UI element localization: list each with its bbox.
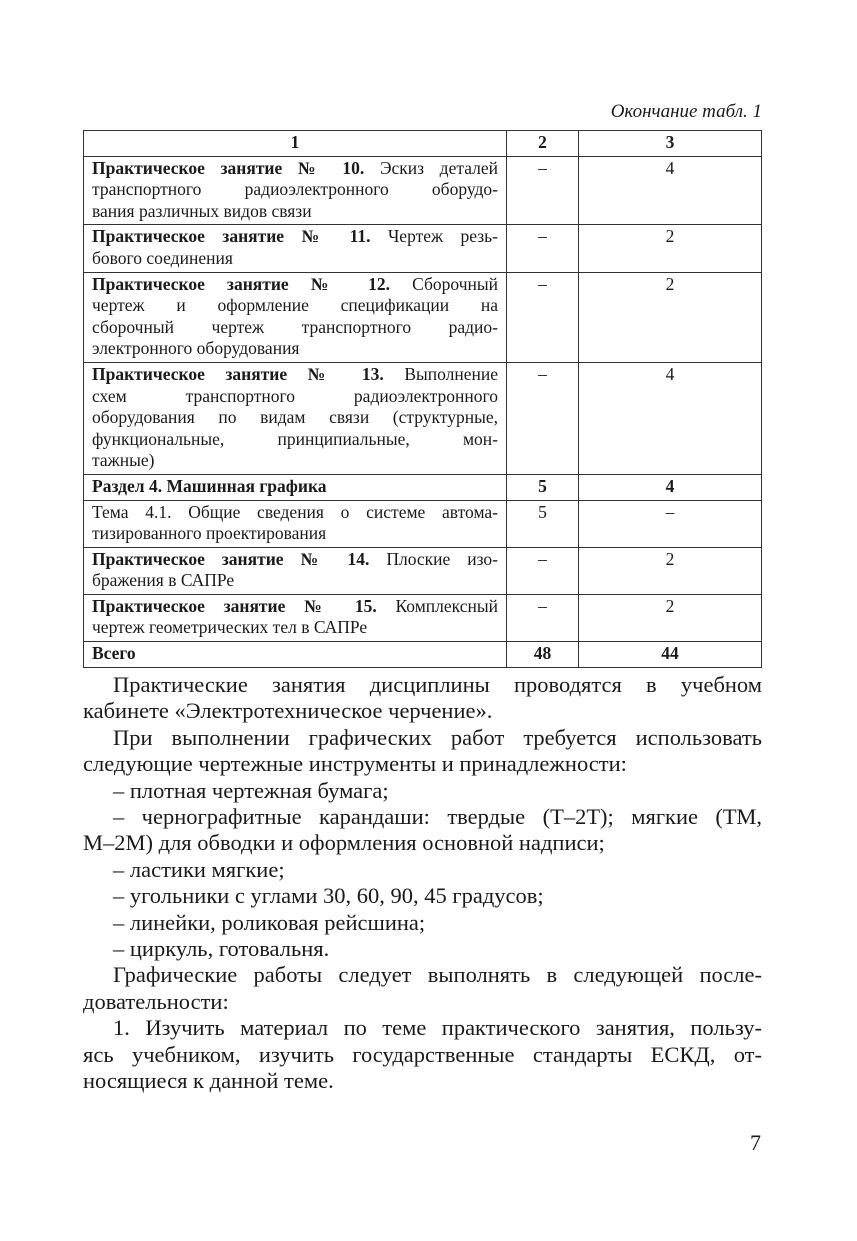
text-line: – плотная чертежная бумага; (113, 777, 389, 803)
cell-line (92, 274, 498, 296)
table-row (84, 642, 762, 668)
topic-cell (84, 362, 507, 474)
cell-line (92, 364, 498, 386)
topic-cell (84, 594, 507, 641)
hours-practical-cell: 4 (579, 474, 762, 500)
text-line: – угольники с углами 30, 60, 90, 45 градусов; (113, 883, 544, 909)
paragraph (83, 910, 762, 936)
cell-line (92, 596, 498, 618)
hours-practical-cell: 4 (579, 362, 762, 474)
hours-theory-cell: 5 (507, 474, 579, 500)
topic-title: Практическое занятие № 13. (92, 363, 384, 384)
cell-line (92, 476, 498, 498)
hours-theory-cell: – (507, 362, 579, 474)
text-line: – линейки, роликовая рейсшина; (113, 909, 426, 935)
paragraph (83, 1015, 762, 1094)
topic-text: Выполнение (383, 363, 498, 384)
cell-line (92, 338, 498, 360)
hours-theory-cell: – (507, 594, 579, 641)
text-line: ясь учебником, изучить государственные стандарты ЕСКД, от- (83, 1041, 762, 1067)
topic-text: Чертеж резь- (370, 226, 498, 247)
header-col-1: 1 (84, 131, 507, 157)
hours-theory-cell: – (507, 272, 579, 362)
paragraph (83, 778, 762, 804)
text-line: кабинете «Электротехническое черчение». (83, 698, 493, 724)
topic-text: схем транспортного радиоэлектронного (92, 385, 498, 406)
topic-text: Сборочный (390, 273, 498, 294)
topic-text: Плоские изо- (369, 548, 498, 569)
topic-cell (84, 272, 507, 362)
topic-cell (84, 547, 507, 594)
hours-practical-cell: 4 (579, 156, 762, 225)
cell-line (92, 617, 498, 639)
cell-line (92, 226, 498, 248)
text-line: 1. Изучить материал по теме практического занятия, пользу- (113, 1015, 762, 1041)
header-col-3: 3 (579, 131, 762, 157)
topic-text: чертеж и оформление спецификации на (92, 295, 498, 316)
hours-theory-cell: 5 (507, 500, 579, 547)
cell-line (92, 158, 498, 180)
topic-text: тизированного проектирования (92, 523, 327, 544)
hours-practical-cell: 2 (579, 594, 762, 641)
topic-text: тажные) (92, 450, 155, 471)
text-line: М–2М) для обводки и оформления основной надписи; (83, 830, 605, 856)
table-row (84, 156, 762, 225)
cell-line (92, 643, 498, 665)
header-col-2: 2 (507, 131, 579, 157)
topic-text: электронного оборудования (92, 338, 300, 359)
paragraph (83, 857, 762, 883)
table-row (84, 594, 762, 641)
topic-cell (84, 500, 507, 547)
text-line: – циркуль, готовальня. (113, 936, 330, 962)
topic-cell (84, 642, 507, 668)
hours-table (83, 130, 762, 668)
table-row (84, 500, 762, 547)
cell-line (92, 407, 498, 429)
topic-text: сборочный чертеж транспортного радио- (92, 316, 498, 337)
table-row (84, 547, 762, 594)
table-row (84, 225, 762, 272)
topic-title: Практическое занятие № 15. (92, 595, 377, 616)
table-caption: Окончание табл. 1 (610, 101, 762, 122)
text-line: довательности: (83, 988, 229, 1014)
topic-text: Эскиз деталей (364, 157, 499, 178)
topic-cell (84, 156, 507, 225)
topic-title: Практическое занятие № 12. (92, 273, 391, 294)
text-line: Графические работы следует выполнять в следующей после- (113, 962, 762, 988)
topic-text: чертеж геометрических тел в САПРе (92, 617, 368, 638)
topic-title: Практическое занятие № 14. (92, 548, 370, 569)
hours-practical-cell: – (579, 500, 762, 547)
cell-line (92, 317, 498, 339)
hours-theory-cell: 48 (507, 642, 579, 668)
topic-title: Практическое занятие № 10. (92, 157, 365, 178)
topic-cell (84, 225, 507, 272)
topic-text: вания различных видов связи (92, 200, 312, 221)
topic-text: Тема 4.1. Общие сведения о системе автома- (92, 501, 498, 522)
hours-practical-cell: 2 (579, 272, 762, 362)
cell-line (92, 386, 498, 408)
text-line: – ластики мягкие; (113, 856, 285, 882)
cell-line (92, 502, 498, 524)
hours-theory-cell: – (507, 225, 579, 272)
hours-theory-cell: – (507, 547, 579, 594)
cell-line (92, 248, 498, 270)
topic-cell (84, 474, 507, 500)
topic-title: Раздел 4. Машинная графика (92, 475, 327, 496)
table-row (84, 474, 762, 500)
topic-text: Комплексный (376, 595, 498, 616)
hours-practical-cell: 2 (579, 225, 762, 272)
paragraph (83, 725, 762, 778)
topic-text: оборудования по видам связи (структурные, (92, 407, 498, 428)
hours-practical-cell: 2 (579, 547, 762, 594)
table-row (84, 362, 762, 474)
table-row (84, 272, 762, 362)
paragraph (83, 672, 762, 725)
text-line: носящиеся к данной теме. (83, 1068, 334, 1094)
table-header-row (84, 131, 762, 157)
topic-text: транспортного радиоэлектронного оборудо- (92, 179, 498, 200)
text-line: – чернографитные карандаши: твердые (Т–2Т); мягкие (ТМ, (113, 804, 762, 830)
cell-line (92, 570, 498, 592)
topic-text: функциональные, принципиальные, мон- (92, 428, 498, 449)
cell-line (92, 201, 498, 223)
topic-title: Практическое занятие № 11. (92, 226, 371, 247)
topic-text: бражения в САПРе (92, 570, 235, 591)
body-text (83, 672, 762, 1095)
hours-theory-cell: – (507, 156, 579, 225)
hours-practical-cell: 44 (579, 642, 762, 668)
page-number: 7 (750, 1130, 761, 1155)
paragraph (83, 936, 762, 962)
cell-line (92, 523, 498, 545)
topic-title: Всего (92, 643, 136, 664)
text-line: следующие чертежные инструменты и принадлежности: (83, 751, 627, 777)
paragraph (83, 883, 762, 909)
topic-text: бового соединения (92, 247, 233, 268)
cell-line (92, 450, 498, 472)
cell-line (92, 179, 498, 201)
cell-line (92, 429, 498, 451)
cell-line (92, 549, 498, 571)
cell-line (92, 295, 498, 317)
paragraph (83, 804, 762, 857)
text-line: Практические занятия дисциплины проводятся в учебном (113, 672, 762, 697)
paragraph (83, 962, 762, 1015)
text-line: При выполнении графических работ требуется использовать (113, 724, 762, 750)
